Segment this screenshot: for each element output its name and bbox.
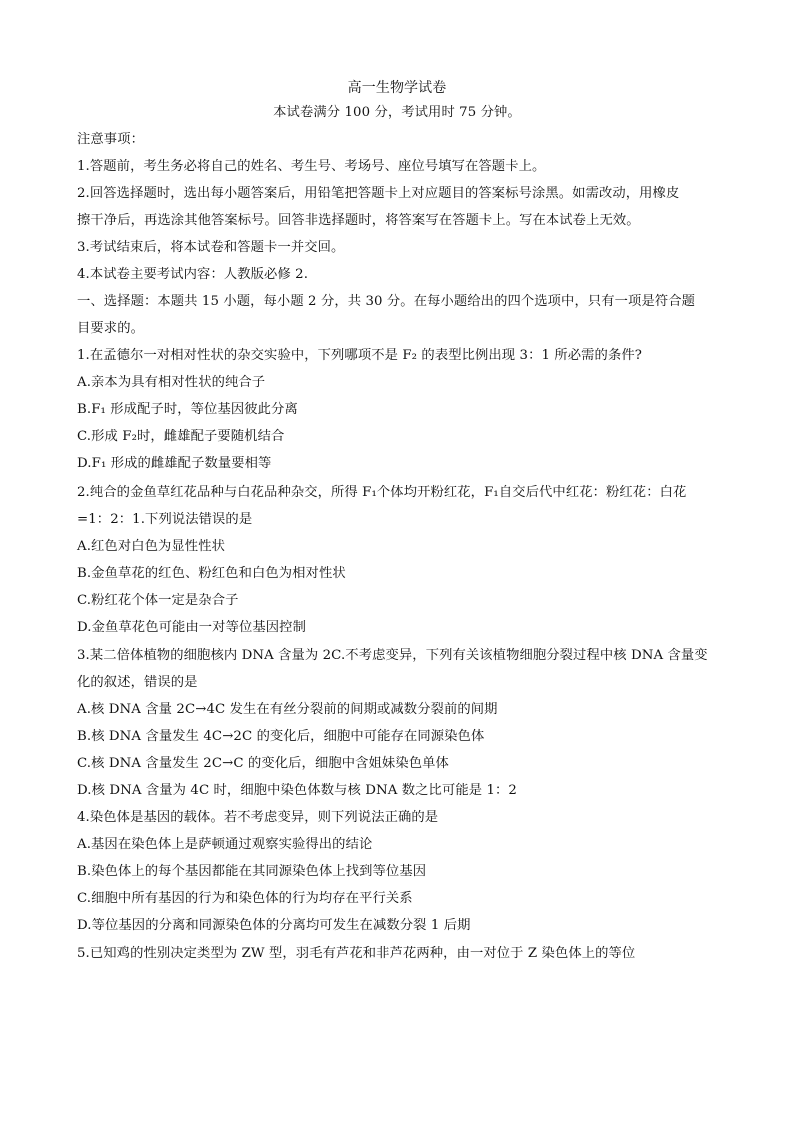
question-1-option-a: A.亲本为具有相对性状的纯合子 (77, 375, 266, 390)
question-4-option-b: B.染色体上的每个基因都能在其同源染色体上找到等位基因 (77, 864, 427, 879)
question-2-option-b: B.金鱼草花的红色、粉红色和白色为相对性状 (77, 566, 346, 581)
question-3-option-a: A.核 DNA 含量 2C→4C 发生在有丝分裂前的间期或减数分裂前的间期 (77, 702, 498, 717)
note-item-continued: 擦干净后，再选涂其他答案标号。回答非选择题时，将答案写在答题卡上。写在本试卷上无效。 (77, 213, 640, 228)
notes-heading: 注意事项： (77, 132, 144, 147)
question-1-option-d: D.F₁ 形成的雌雄配子数量要相等 (77, 456, 272, 471)
question-3-stem: 3.某二倍体植物的细胞核内 DNA 含量为 2C.不考虑变异，下列有关该植物细胞分裂过程中核 DNA 含量变 (77, 648, 708, 663)
exam-subtitle: 本试卷满分 100 分，考试用时 75 分钟。 (273, 105, 521, 120)
note-item: 1.答题前，考生务必将自己的姓名、考生号、考场号、座位号填写在答题卡上。 (77, 159, 546, 174)
question-2-stem: 2.纯合的金鱼草红花品种与白花品种杂交，所得 F₁个体均开粉红花，F₁自交后代中红花：粉红花：白花 (77, 485, 687, 500)
question-4-option-a: A.基因在染色体上是萨顿通过观察实验得出的结论 (77, 837, 373, 852)
question-3-option-b: B.核 DNA 含量发生 4C→2C 的变化后，细胞中可能存在同源染色体 (77, 729, 485, 744)
question-2-option-a: A.红色对白色为显性性状 (77, 539, 225, 554)
question-3-stem-continued: 化的叙述，错误的是 (77, 675, 198, 690)
section-heading-continued: 目要求的。 (77, 321, 144, 336)
question-2-option-c: C.粉红花个体一定是杂合子 (77, 593, 239, 608)
note-item: 2.回答选择题时，选出每小题答案后，用铅笔把答题卡上对应题目的答案标号涂黑。如需改动，用橡皮 (77, 186, 680, 201)
question-3-option-d: D.核 DNA 含量为 4C 时，细胞中染色体数与核 DNA 数之比可能是 1：2 (77, 783, 517, 798)
question-4-option-c: C.细胞中所有基因的行为和染色体的行为均存在平行关系 (77, 891, 413, 906)
page-title: 高一生物学试卷 (347, 80, 447, 96)
question-3-option-c: C.核 DNA 含量发生 2C→C 的变化后，细胞中含姐妹染色单体 (77, 756, 449, 771)
question-1-stem: 1.在孟德尔一对相对性状的杂交实验中，下列哪项不是 F₂ 的表型比例出现 3：1 所必需的条件? (77, 348, 642, 363)
question-1-option-b: B.F₁ 形成配子时，等位基因彼此分离 (77, 402, 298, 417)
question-2-stem-continued: =1：2：1.下列说法错误的是 (77, 512, 253, 527)
note-item: 3.考试结束后，将本试卷和答题卡一并交回。 (77, 240, 345, 255)
question-2-option-d: D.金鱼草花色可能由一对等位基因控制 (77, 620, 306, 635)
question-4-option-d: D.等位基因的分离和同源染色体的分离均可发生在减数分裂 1 后期 (77, 918, 471, 933)
question-4-stem: 4.染色体是基因的载体。若不考虑变异，则下列说法正确的是 (77, 810, 439, 825)
question-1-option-c: C.形成 F₂时，雌雄配子要随机结合 (77, 429, 285, 444)
note-item: 4.本试卷主要考试内容：人教版必修 2. (77, 267, 309, 282)
question-5-stem: 5.已知鸡的性别决定类型为 ZW 型，羽毛有芦花和非芦花两种，由一对位于 Z 染色体上的等位 (77, 946, 636, 961)
section-heading: 一、选择题：本题共 15 小题，每小题 2 分，共 30 分。在每小题给出的四个选项中，只有一项是符合题 (77, 294, 696, 309)
